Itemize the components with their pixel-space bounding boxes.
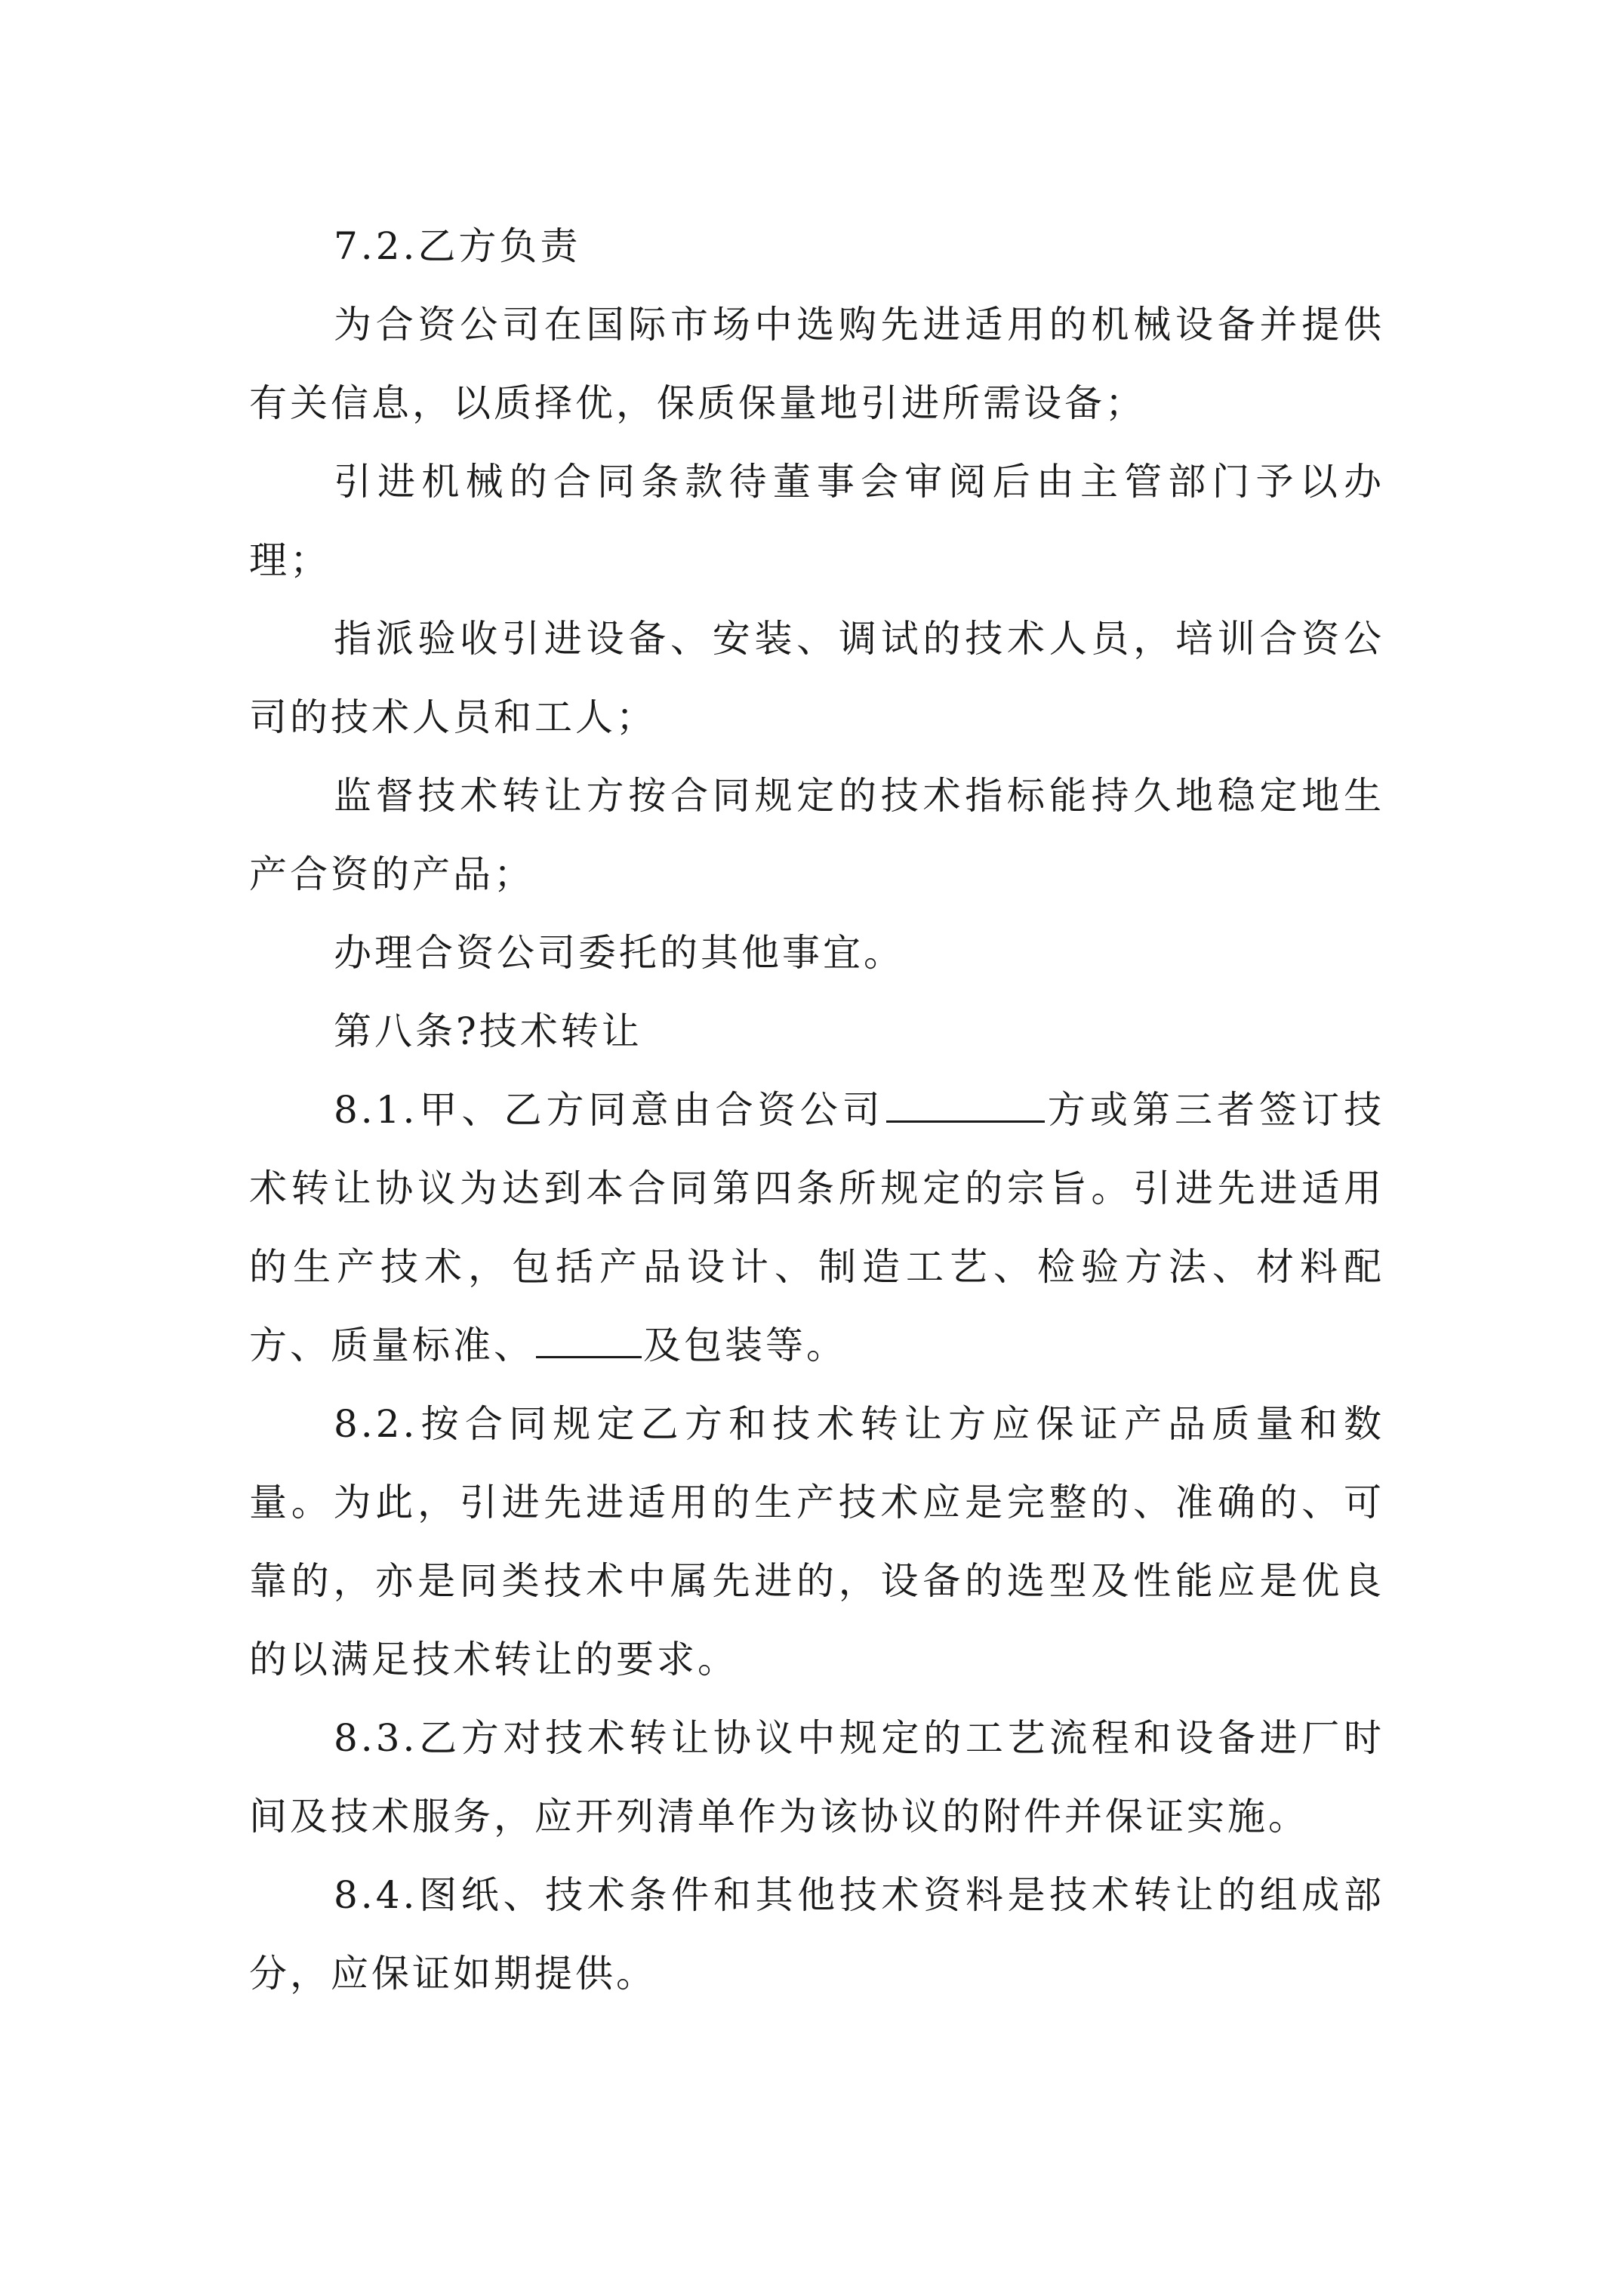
document-page <box>249 207 1384 2013</box>
clause-8-1 <box>249 1071 1384 1385</box>
clause-8-1-part-3: 及包装等。 <box>643 1324 847 1367</box>
clause-8-2: 8.2.按合同规定乙方和技术转让方应保证产品质量和数量。为此，引进先进适用的生产技术应是完整的、准确的、可靠的，亦是同类技术中属先进的，设备的选型及性能应是优良的以满足技术转让的要求。 <box>249 1402 1384 1681</box>
clause-8-1-part-2: 方或第三者签订技术转让协议为达到本合同第四条所规定的宗旨。引进先进适用的生产技术，包括产品设计、制造工艺、检验方法、材料配方、质量标准、 <box>249 1088 1384 1367</box>
clause-8-1-part-1: 8.1.甲、乙方同意由合资公司 <box>334 1088 885 1132</box>
fill-in-blank-party <box>886 1089 1045 1123</box>
article-8-heading: 第八条?技术转让 <box>334 1009 642 1053</box>
section-7-2-item-5: 办理合资公司委托的其他事宜。 <box>334 931 904 975</box>
clause-8-4: 8.4.图纸、技术条件和其他技术资料是技术转让的组成部分，应保证如期提供。 <box>249 1873 1384 1996</box>
clause-8-3: 8.3.乙方对技术转让协议中规定的工艺流程和设备进厂时间及技术服务，应开列清单作为该协议的附件并保证实施。 <box>249 1716 1384 1838</box>
section-7-2-heading: 7.2.乙方负责 <box>334 224 581 268</box>
section-7-2-item-4: 监督技术转让方按合同规定的技术指标能持久地稳定地生产合资的产品； <box>249 774 1384 896</box>
fill-in-blank-item <box>536 1324 642 1358</box>
section-7-2-item-3: 指派验收引进设备、安装、调试的技术人员，培训合资公司的技术人员和工人； <box>249 617 1384 739</box>
section-7-2-item-2: 引进机械的合同条款待董事会审阅后由主管部门予以办理； <box>249 460 1384 582</box>
section-7-2-item-1: 为合资公司在国际市场中选购先进适用的机械设备并提供有关信息，以质择优，保质保量地引进所需设备； <box>249 303 1384 425</box>
